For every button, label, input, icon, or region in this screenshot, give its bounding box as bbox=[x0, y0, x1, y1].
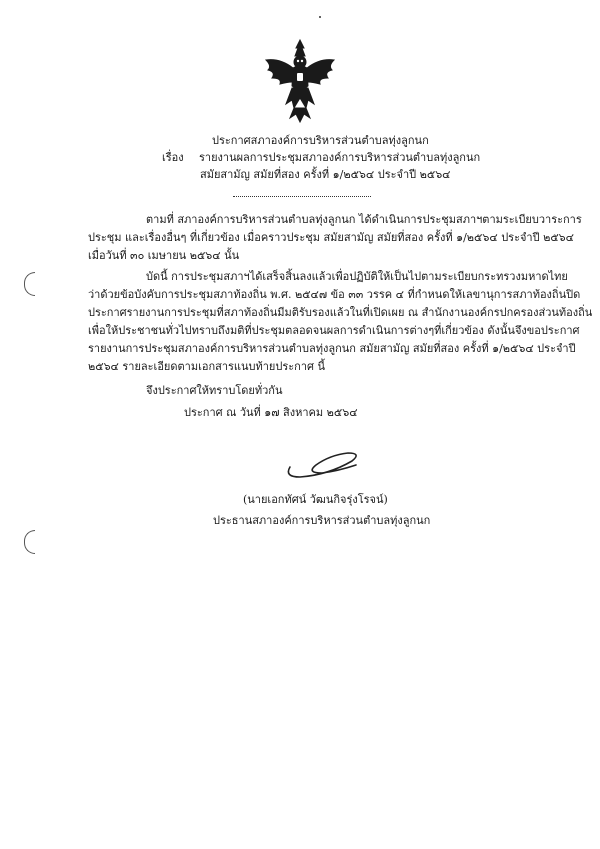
punch-hole-upper bbox=[24, 272, 35, 296]
session-line: สมัยสามัญ สมัยที่สอง ครั้งที่ ๑/๒๕๖๔ ประจำปี ๒๕๖๔ bbox=[200, 168, 451, 181]
signatory-position: ประธานสภาองค์การบริหารส่วนตำบลทุ่งลูกนก bbox=[213, 514, 431, 527]
paragraph-2-line-4: เพื่อให้ประชาชนทั่วไปทราบถึงมติที่ประชุมตลอดจนผลการดำเนินการต่างๆที่เกี่ยวข้อง ดังนั้นจึงขอประกาศ bbox=[88, 324, 580, 337]
separator-rule bbox=[233, 196, 371, 197]
paragraph-1-line-3: เมื่อวันที่ ๓๐ เมษายน ๒๕๖๔ นั้น bbox=[88, 249, 240, 262]
garuda-emblem-icon bbox=[262, 38, 338, 124]
paragraph-2-line-5: รายงานการประชุมสภาองค์การบริหารส่วนตำบลทุ่งลูกนก สมัยสามัญ สมัยที่สอง ครั้งที่ ๑/๒๕๖๔ ประจำปี bbox=[88, 342, 576, 355]
paragraph-1-line-2: ประชุม และเรื่องอื่นๆ ที่เกี่ยวข้อง เมื่อคราวประชุม สมัยสามัญ สมัยที่สอง ครั้งที่ ๑/๒๕๖๔ ประจำปี ๒๕๖๔ bbox=[88, 231, 574, 244]
subject-label: เรื่อง bbox=[162, 151, 184, 164]
subject-text: รายงานผลการประชุมสภาองค์การบริหารส่วนตำบลทุ่งลูกนก bbox=[199, 151, 481, 164]
paragraph-1-line-1: ตามที่ สภาองค์การบริหารส่วนตำบลทุ่งลูกนก ได้ดำเนินการประชุมสภาฯตามระเบียบวาระการ bbox=[146, 213, 582, 226]
punch-hole-lower bbox=[24, 530, 35, 554]
signatory-name: (นายเอกทัศน์ วัฒนกิจรุ่งโรจน์) bbox=[243, 493, 388, 506]
announcement-title: ประกาศสภาองค์การบริหารส่วนตำบลทุ่งลูกนก bbox=[212, 134, 429, 147]
closing-line: จึงประกาศให้ทราบโดยทั่วกัน bbox=[146, 384, 283, 397]
paragraph-2-line-6: ๒๕๖๔ รายละเอียดตามเอกสารแนบท้ายประกาศ นี้ bbox=[88, 360, 326, 373]
paragraph-2-line-2: ว่าด้วยข้อบังคับการประชุมสภาท้องถิ่น พ.ศ. ๒๕๔๗ ข้อ ๓๓ วรรค ๔ ที่กำหนดให้เลขานุการสภาท้องถิ่นปิด bbox=[88, 288, 581, 301]
paragraph-2-line-3: ประกาศรายงานการประชุมที่สภาท้องถิ่นมีมติรับรองแล้วในที่เปิดเผย ณ สำนักงานองค์กรปกครองส่วนท้องถิ่น bbox=[88, 306, 593, 319]
top-mark bbox=[319, 16, 321, 18]
paragraph-2-line-1: บัดนี้ การประชุมสภาฯได้เสร็จสิ้นลงแล้วเพื่อปฏิบัติให้เป็นไปตามระเบียบกระทรวงมหาดไทย bbox=[146, 270, 568, 283]
date-line: ประกาศ ณ วันที่ ๑๗ สิงหาคม ๒๕๖๔ bbox=[184, 406, 358, 419]
handwritten-signature bbox=[282, 447, 364, 483]
